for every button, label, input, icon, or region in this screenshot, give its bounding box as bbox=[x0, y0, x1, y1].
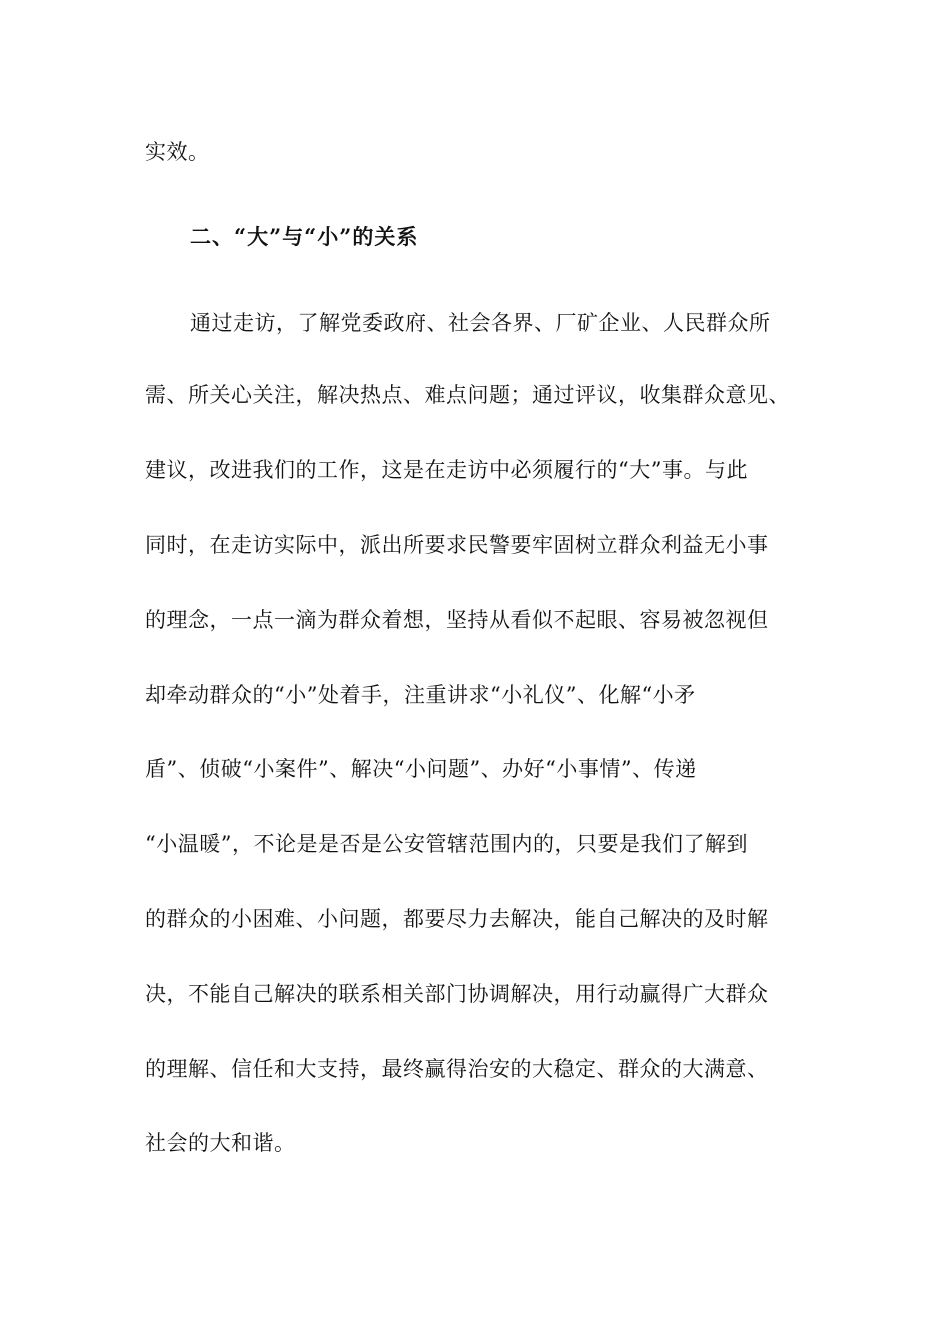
paragraph-line: 的理解、信任和大支持，最终赢得治安的大稳定、群众的大满意、 bbox=[145, 1057, 769, 1081]
paragraph-line: “小温暖”，不论是是否是公安管辖范围内的，只要是我们了解到 bbox=[145, 832, 748, 856]
paragraph-line: 的理念，一点一滴为群众着想，坚持从看似不起眼、容易被忽视但 bbox=[145, 608, 769, 632]
paragraph-line: 盾”、侦破“小案件”、解决“小问题”、办好“小事情”、传递 bbox=[145, 757, 697, 781]
paragraph-line: 决，不能自己解决的联系相关部门协调解决，用行动赢得广大群众 bbox=[145, 982, 769, 1006]
paragraph-line: 的群众的小困难、小问题，都要尽力去解决，能自己解决的及时解 bbox=[145, 907, 769, 931]
section-heading: 二、“大”与“小”的关系 bbox=[190, 224, 419, 249]
paragraph-fragment: 实效。 bbox=[145, 140, 210, 164]
paragraph-line: 通过走访，了解党委政府、社会各界、厂矿企业、人民群众所 bbox=[190, 311, 771, 335]
paragraph-line: 需、所关心关注，解决热点、难点问题；通过评议，收集群众意见、 bbox=[145, 383, 790, 407]
paragraph-line: 社会的大和谐。 bbox=[145, 1131, 296, 1155]
paragraph-line: 建议，改进我们的工作，这是在走访中必须履行的“大”事。与此 bbox=[145, 458, 748, 482]
paragraph-line: 同时，在走访实际中，派出所要求民警要牢固树立群众利益无小事 bbox=[145, 533, 769, 557]
paragraph-line: 却牵动群众的“小”处着手，注重讲求“小礼仪”、化解“小矛 bbox=[145, 683, 696, 707]
